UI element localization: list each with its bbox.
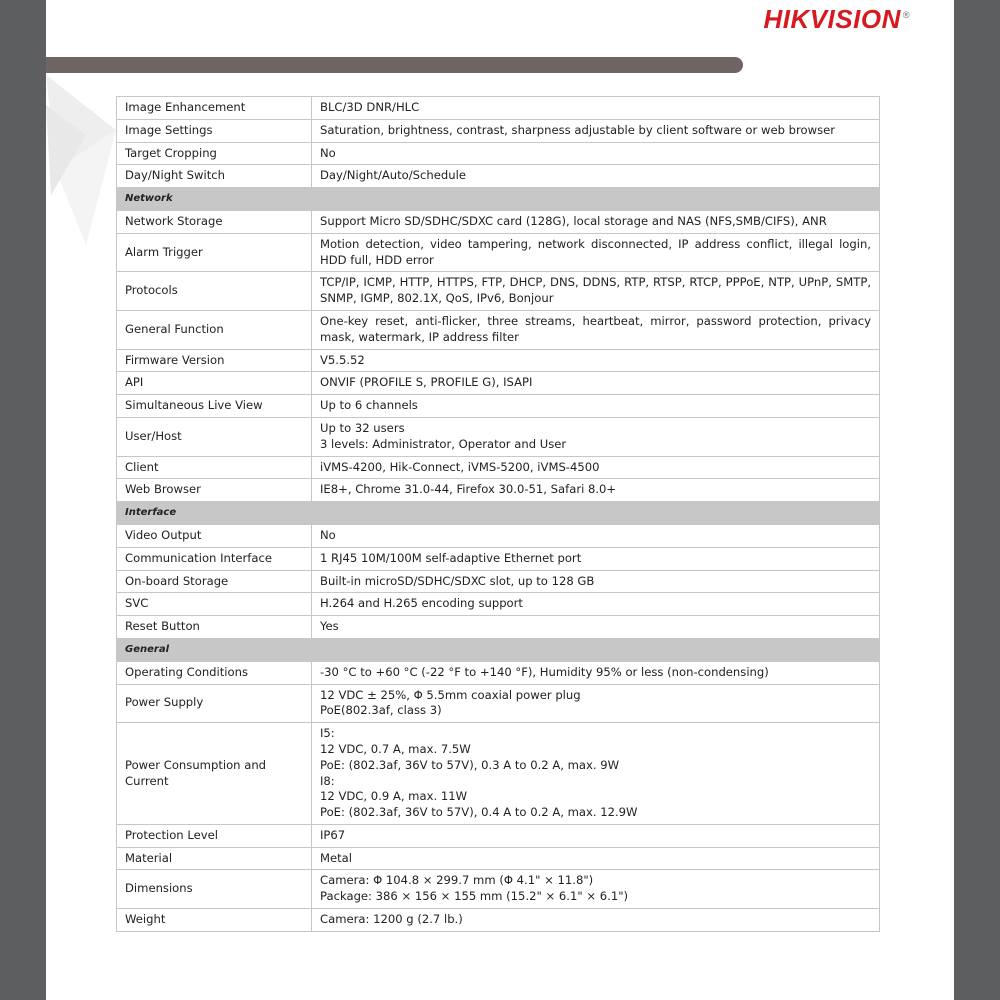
spec-label: Video Output [117,524,312,547]
spec-value-line: No [320,527,336,542]
spec-value [312,456,880,479]
spec-value [312,847,880,870]
spec-value [312,165,880,188]
spec-value [312,824,880,847]
spec-row [117,616,880,639]
spec-row [117,119,880,142]
spec-label: Operating Conditions [117,661,312,684]
spec-value [312,593,880,616]
spec-row [117,479,880,502]
spec-value-line: H.264 and H.265 encoding support [320,596,523,611]
spec-row [117,233,880,272]
spec-row [117,372,880,395]
spec-value-line: Motion detection, video tampering, network disconnected, IP address conflict, illegal login, HDD full, HDD error [320,236,871,267]
spec-row [117,723,880,825]
spec-label: Alarm Trigger [117,233,312,272]
spec-value-line: Day/Night/Auto/Schedule [320,168,466,183]
spec-label: Protection Level [117,824,312,847]
spec-label: Reset Button [117,616,312,639]
spec-value [312,349,880,372]
spec-row [117,524,880,547]
spec-row [117,909,880,932]
spec-label: Simultaneous Live View [117,395,312,418]
spec-row [117,570,880,593]
spec-value-line: ONVIF (PROFILE S, PROFILE G), ISAPI [320,375,533,390]
logo-text: HIKVISION [763,4,901,34]
spec-value-line: iVMS-4200, Hik-Connect, iVMS-5200, iVMS-4500 [320,459,600,474]
spec-value-line: IE8+, Chrome 31.0-44, Firefox 30.0-51, Safari 8.0+ [320,482,617,497]
spec-value-line: IP67 [320,827,346,842]
spec-value [312,870,880,909]
spec-label: General Function [117,310,312,349]
spec-value-line: Built-in microSD/SDHC/SDXC slot, up to 128 GB [320,573,595,588]
spec-value-line: BLC/3D DNR/HLC [320,100,420,114]
section-fill [312,188,880,211]
spec-label: API [117,372,312,395]
section-header-row [117,502,880,525]
spec-value-line: -30 °C to +60 °C (-22 °F to +140 °F), Humidity 95% or less (non-condensing) [320,664,769,679]
spec-row [117,349,880,372]
spec-label: Image Enhancement [117,97,312,120]
spec-value [312,272,880,311]
spec-value-line: One-key reset, anti-flicker, three streams, heartbeat, mirror, password protection, privacy mask, watermark, IP address filter [320,313,871,344]
section-title: Interface [117,502,312,525]
spec-label: Network Storage [117,210,312,233]
spec-label: Client [117,456,312,479]
spec-value-line: Metal [320,850,353,865]
spec-value [312,395,880,418]
spec-label: Image Settings [117,119,312,142]
spec-value-line: Package: 386 × 156 × 155 mm (15.2" × 6.1" × 6.1") [320,889,629,904]
spec-value-line: I5: [320,726,335,741]
spec-value-line: Support Micro SD/SDHC/SDXC card (128G), local storage and NAS (NFS,SMB/CIFS), ANR [320,213,827,228]
spec-value [312,119,880,142]
header-bar [46,57,743,73]
decorative-triangle-graphic [46,75,126,275]
spec-row [117,547,880,570]
spec-value-line: Yes [320,619,339,634]
spec-value [312,616,880,639]
spec-label: Communication Interface [117,547,312,570]
spec-label: Power Supply [117,684,312,723]
spec-value-line: PoE: (802.3af, 36V to 57V), 0.4 A to 0.2 A, max. 12.9W [320,805,638,820]
spec-value [312,570,880,593]
spec-value [312,661,880,684]
spec-row [117,824,880,847]
spec-label: Firmware Version [117,349,312,372]
spec-row [117,456,880,479]
spec-value-line: PoE(802.3af, class 3) [320,703,442,718]
trademark-symbol: ® [902,10,910,21]
spec-row [117,142,880,165]
spec-value-line: PoE: (802.3af, 36V to 57V), 0.3 A to 0.2 A, max. 9W [320,757,620,772]
spec-row [117,165,880,188]
section-header-row [117,638,880,661]
spec-value-line: TCP/IP, ICMP, HTTP, HTTPS, FTP, DHCP, DNS, DDNS, RTP, RTSP, RTCP, PPPoE, NTP, UPnP, SMTP, SNMP, IGMP, 802.1X, QoS, IPv6, Bonjour [320,275,871,306]
spec-row [117,417,880,456]
spec-value-line: V5.5.52 [320,352,365,367]
spec-label: Material [117,847,312,870]
spec-value-line: Saturation, brightness, contrast, sharpness adjustable by client software or web browser [320,122,836,137]
section-fill [312,502,880,525]
spec-value [312,684,880,723]
spec-value-line: 12 VDC, 0.7 A, max. 7.5W [320,741,471,756]
spec-value [312,417,880,456]
section-title: Network [117,188,312,211]
spec-value [312,372,880,395]
spec-label: Power Consumption and Current [117,723,312,825]
spec-value [312,142,880,165]
spec-row [117,661,880,684]
spec-value [312,547,880,570]
spec-value-line: I8: [320,773,335,788]
spec-label: User/Host [117,417,312,456]
spec-value [312,479,880,502]
spec-value-line: 3 levels: Administrator, Operator and User [320,436,567,451]
spec-row [117,210,880,233]
spec-value [312,310,880,349]
spec-row [117,847,880,870]
spec-value-line: 1 RJ45 10M/100M self-adaptive Ethernet port [320,550,582,565]
spec-label: Weight [117,909,312,932]
spec-label: Target Cropping [117,142,312,165]
spec-row [117,97,880,120]
spec-row [117,870,880,909]
spec-value [312,524,880,547]
hikvision-logo [763,4,910,35]
spec-label: Web Browser [117,479,312,502]
spec-value-line: Camera: 1200 g (2.7 lb.) [320,912,463,927]
spec-value [312,210,880,233]
spec-table [116,96,880,932]
spec-value [312,723,880,825]
spec-row [117,310,880,349]
spec-value-line: Camera: Φ 104.8 × 299.7 mm (Φ 4.1" × 11.8") [320,873,594,888]
spec-value [312,97,880,120]
section-header-row [117,188,880,211]
section-title: General [117,638,312,661]
spec-row [117,593,880,616]
spec-value-line: No [320,145,336,160]
spec-label: On-board Storage [117,570,312,593]
section-fill [312,638,880,661]
spec-row [117,272,880,311]
spec-label: Dimensions [117,870,312,909]
spec-value-line: Up to 32 users [320,420,405,435]
spec-label: Protocols [117,272,312,311]
spec-row [117,395,880,418]
spec-value [312,909,880,932]
spec-row [117,684,880,723]
spec-value-line: 12 VDC ± 25%, Φ 5.5mm coaxial power plug [320,687,581,702]
spec-label: Day/Night Switch [117,165,312,188]
spec-value-line: 12 VDC, 0.9 A, max. 11W [320,789,468,804]
spec-value [312,233,880,272]
spec-sheet-page [46,0,954,1000]
spec-label: SVC [117,593,312,616]
spec-value-line: Up to 6 channels [320,398,418,413]
